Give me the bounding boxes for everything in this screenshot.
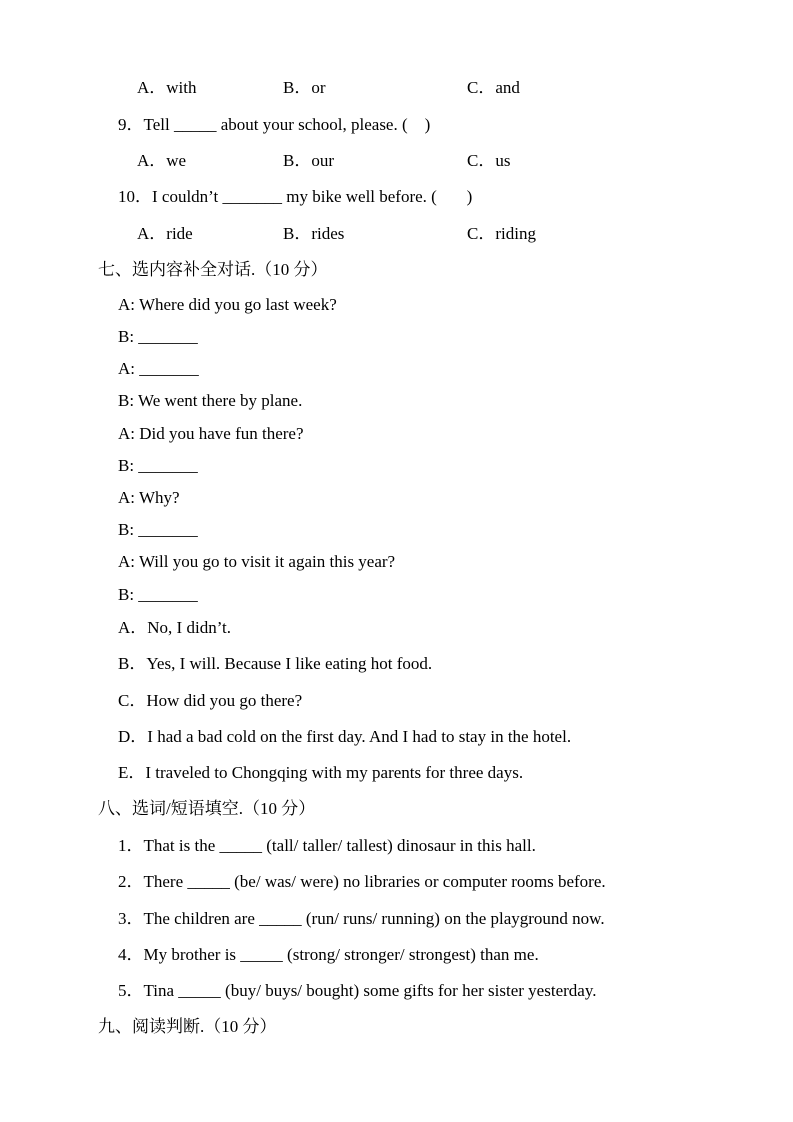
dialogue-line: B: _______ <box>118 585 198 604</box>
dialogue-line: A: _______ <box>118 359 199 378</box>
fill-item-2: 2．There _____ (be/ was/ were) no libraries or computer rooms before. <box>118 872 606 891</box>
q10-stem: 10．I couldn’t _______ my bike well before. ( ) <box>118 187 473 206</box>
fill-item-1: 1．That is the _____ (tall/ taller/ tallest) dinosaur in this hall. <box>118 836 536 855</box>
section7-title: 七、选内容补全对话.（10 分） <box>98 260 328 279</box>
dialogue-line: A: Where did you go last week? <box>118 295 337 314</box>
dialogue-line: B: _______ <box>118 327 198 346</box>
dialogue-line: A: Did you have fun there? <box>118 424 304 443</box>
fill-item-4: 4．My brother is _____ (strong/ stronger/ strongest) than me. <box>118 945 539 964</box>
q9-options <box>0 150 793 172</box>
q10-options <box>0 223 793 245</box>
section8-title: 八、选词/短语填空.（10 分） <box>98 799 316 818</box>
fill-item-5: 5．Tina _____ (buy/ buys/ bought) some gifts for her sister yesterday. <box>118 981 597 1000</box>
q9-stem: 9．Tell _____ about your school, please. ( ) <box>118 115 431 134</box>
q10-option-b: B．rides <box>283 224 345 243</box>
dialogue-line: B: _______ <box>118 456 198 475</box>
q8-option-a: A．with <box>137 78 197 97</box>
q10-option-a: A．ride <box>137 224 193 243</box>
dialogue-choice-a: A．No, I didn’t. <box>118 618 232 637</box>
dialogue-choice-b: B．Yes, I will. Because I like eating hot food. <box>118 654 433 673</box>
q9-option-b: B．our <box>283 151 334 170</box>
dialogue-choice-c: C．How did you go there? <box>118 691 303 710</box>
section9-title: 九、阅读判断.（10 分） <box>98 1017 277 1036</box>
dialogue-line: B: We went there by plane. <box>118 391 303 410</box>
q9-option-c: C．us <box>467 151 511 170</box>
dialogue-line: A: Why? <box>118 488 180 507</box>
q9-option-a: A．we <box>137 151 187 170</box>
dialogue-line: A: Will you go to visit it again this year? <box>118 552 396 571</box>
q10-option-c: C．riding <box>467 224 536 243</box>
fill-item-3: 3．The children are _____ (run/ runs/ running) on the playground now. <box>118 909 605 928</box>
dialogue-choice-e: E．I traveled to Chongqing with my parents for three days. <box>118 763 524 782</box>
q8-option-c: C．and <box>467 78 520 97</box>
q8-option-b: B．or <box>283 78 326 97</box>
dialogue-choice-d: D．I had a bad cold on the first day. And I had to stay in the hotel. <box>118 727 572 746</box>
dialogue-line: B: _______ <box>118 520 198 539</box>
q8-options <box>0 77 793 99</box>
